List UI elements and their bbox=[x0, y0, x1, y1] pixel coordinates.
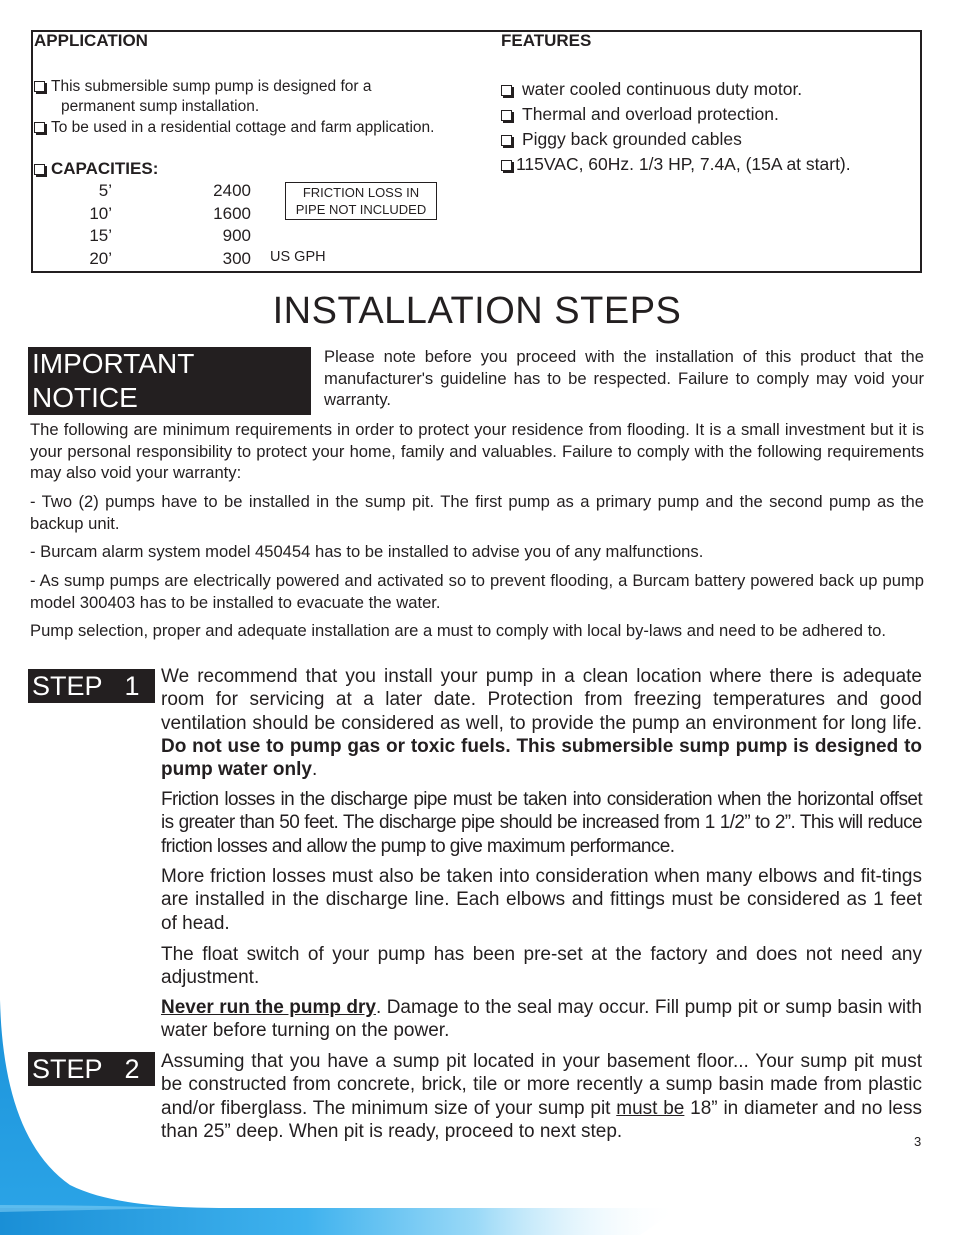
step-1-paragraph-5: Never run the pump dry. Damage to the seal may occur. Fill pump pit or sump basin with water before turning on the power. bbox=[161, 997, 922, 1042]
page-title: INSTALLATION STEPS bbox=[272, 290, 682, 332]
checkbox-icon bbox=[501, 135, 512, 146]
step-1-paragraph-1: We recommend that you install your pump in a clean location where there is adequate room for servicing at a later date. Protection from freezing temperatures and good ventilation should be considered as well, to provide the pump an environment for long life. Do not use to pump gas or toxic fuels. This submersible sump pump is designed to pump water only. bbox=[161, 666, 922, 781]
step-1-paragraph-2: Friction losses in the discharge pipe must be taken into consideration when the horizontal offset is greater than 50 feet. The discharge pipe should be increased from 1 1/2” to 2”. This will reduce friction losses and allow the pump to give maximum performance. bbox=[161, 789, 922, 857]
step-1-label: STEP 1 bbox=[28, 669, 155, 703]
application-heading: APPLICATION bbox=[34, 31, 148, 50]
feature-item-2: Thermal and overload protection. bbox=[501, 102, 779, 127]
application-item-1: This submersible sump pump is designed for a bbox=[34, 77, 371, 97]
capacity-head-4: 20’ bbox=[89, 249, 112, 268]
intro-paragraph: The following are minimum requirements in order to protect your residence from flooding. It is a small investment but it is your personal responsibility to protect your home, family and valuables. Failure to comply with the following requirements may also void your warranty: bbox=[30, 420, 924, 483]
checkbox-icon bbox=[501, 85, 512, 96]
requirement-1: - Two (2) pumps have to be installed in the sump pit. The first pump as a primary pump and the second pump as the backup unit. bbox=[30, 492, 924, 533]
requirement-3: - As sump pumps are electrically powered and activated so to prevent flooding, a Burcam battery powered back up pump model 300403 has to be installed to evacuate the water. bbox=[30, 571, 924, 612]
capacity-head-3: 15’ bbox=[89, 226, 112, 245]
step-1-paragraph-4: The float switch of your pump has been pre-set at the factory and does not need any adjustment. bbox=[161, 944, 922, 989]
step-2-paragraph: Assuming that you have a sump pit located in your basement floor... Your sump pit must be constructed from concrete, brick, tile or more recently a sump basin made from plastic and/or fiberglass. The minimum size of your sump pit must be 18” in diameter and no less than 25” deep. When pit is ready, proceed to next step. bbox=[161, 1051, 922, 1142]
capacity-gph-4: 300 bbox=[222, 249, 251, 268]
capacity-gph-2: 1600 bbox=[213, 204, 251, 223]
step-1-paragraph-3: More friction losses must also be taken into consideration when many elbows and fit-tings are installed in the discharge line. Each elbows and fittings must be considered as 1 feet of head. bbox=[161, 866, 922, 934]
checkbox-icon bbox=[34, 122, 45, 133]
capacity-head-2: 10’ bbox=[89, 204, 112, 223]
important-notice-text: Please note before you proceed with the installation of this product that the manufacturer's guideline has to be respected. Failure to comply may void your warranty. bbox=[324, 347, 924, 410]
units-label: US GPH bbox=[270, 249, 326, 265]
capacity-head-1: 5’ bbox=[98, 181, 112, 200]
checkbox-icon bbox=[501, 160, 512, 171]
checkbox-icon bbox=[34, 164, 45, 175]
step-2-label: STEP 2 bbox=[28, 1052, 155, 1086]
feature-item-1: water cooled continuous duty motor. bbox=[501, 77, 802, 102]
application-item-2: To be used in a residential cottage and farm application. bbox=[34, 118, 434, 138]
checkbox-icon bbox=[501, 110, 512, 121]
checkbox-icon bbox=[34, 81, 45, 92]
important-notice-label: IMPORTANT NOTICE bbox=[28, 347, 311, 415]
capacities-heading: CAPACITIES: bbox=[34, 159, 158, 179]
feature-item-4: 115VAC, 60Hz. 1/3 HP, 7.4A, (15A at start). bbox=[501, 152, 851, 177]
friction-loss-note: FRICTION LOSS IN PIPE NOT INCLUDED bbox=[285, 182, 437, 220]
selection-paragraph: Pump selection, proper and adequate installation are a must to comply with local by-laws and need to be adhered to. bbox=[30, 621, 887, 640]
capacity-gph-3: 900 bbox=[222, 226, 251, 245]
application-item-1-cont: permanent sump installation. bbox=[61, 98, 260, 115]
capacity-gph-1: 2400 bbox=[213, 181, 251, 200]
requirement-2: - Burcam alarm system model 450454 has to be installed to advise you of any malfunctions. bbox=[30, 542, 704, 561]
features-heading: FEATURES bbox=[501, 31, 592, 50]
page-number: 3 bbox=[914, 1134, 922, 1149]
feature-item-3: Piggy back grounded cables bbox=[501, 127, 742, 152]
